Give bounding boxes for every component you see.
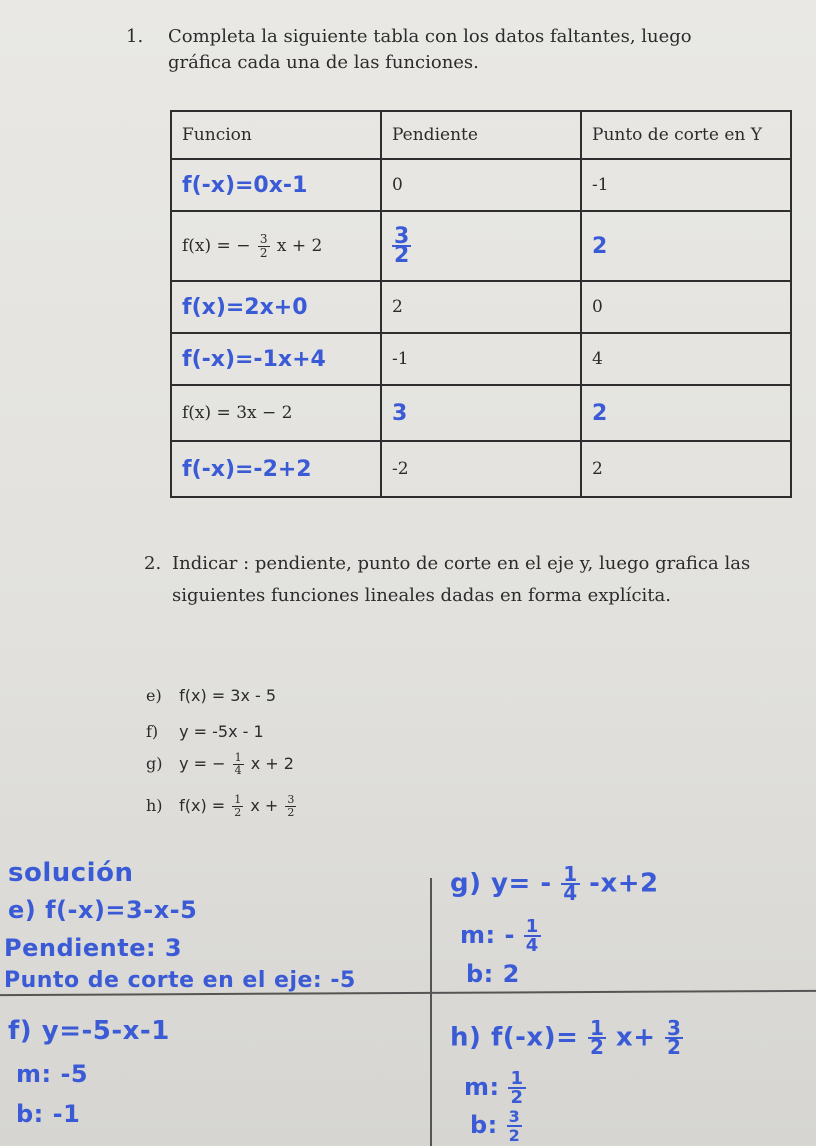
solution-e-corte: Punto de corte en el eje: -5 [4, 968, 356, 993]
solution-g-m-fraction [524, 918, 541, 954]
item-e-expression: f(x) = 3x - 5 [179, 686, 277, 705]
fraction-numerator: 3 [287, 793, 295, 806]
question-1-text: Completa la siguiente tabla con los datos faltantes, luego gráfica cada una de las funciones. [168, 26, 692, 73]
solution-g-line [450, 862, 659, 905]
cell-pendiente: 2 [381, 281, 581, 333]
solution-h-b-prefix: b: [470, 1111, 498, 1139]
header-pendiente: Pendiente [381, 111, 581, 159]
fraction-numerator: 3 [259, 231, 268, 246]
funcion-prefix: f(x) = − [182, 235, 251, 256]
table-row [171, 281, 791, 333]
solution-f-line: f) y=-5-x-1 [8, 1016, 170, 1046]
cell-funcion: f(x)=2x+0 [171, 281, 381, 333]
item-h-fraction-2 [285, 794, 296, 819]
table-row [171, 159, 791, 211]
solution-divider-vertical [430, 878, 432, 1146]
fraction-denominator: 2 [667, 1035, 682, 1059]
solution-h-fraction-2 [665, 1016, 683, 1059]
cell-funcion: f(-x)=0x-1 [171, 159, 381, 211]
cell-funcion: f(x) = 3x − 2 [171, 385, 381, 441]
fraction-numerator: 1 [510, 1068, 524, 1089]
fraction-denominator: 4 [234, 764, 242, 777]
cell-corte: 0 [581, 281, 791, 333]
item-f [146, 722, 264, 741]
item-g-fraction [233, 752, 244, 777]
item-g-label: g) [146, 754, 163, 773]
cell-corte: -1 [581, 159, 791, 211]
solution-g-m [460, 918, 541, 954]
solution-h-m-fraction [508, 1070, 525, 1106]
item-e [146, 686, 276, 705]
item-g-prefix: y = − [179, 754, 226, 773]
fraction-denominator: 2 [510, 1087, 524, 1108]
functions-table [170, 110, 792, 498]
solution-g-b: b: 2 [466, 960, 520, 988]
item-h-fraction-1 [232, 794, 243, 819]
cell-funcion: f(-x)=-2+2 [171, 441, 381, 497]
solution-h-prefix: h) f(-x)= [450, 1022, 579, 1053]
cell-pendiente: -2 [381, 441, 581, 497]
solution-g-prefix: g) y= - [450, 868, 552, 899]
solution-e-line: e) f(-x)=3-x-5 [8, 896, 198, 924]
cell-corte: 2 [581, 211, 791, 281]
table-row [171, 333, 791, 385]
header-funcion: Funcion [171, 111, 381, 159]
solution-f-b: b: -1 [16, 1100, 81, 1128]
solution-g-m-prefix: m: - [460, 921, 515, 949]
solution-h-b-fraction [507, 1108, 523, 1144]
solution-h-line [450, 1016, 683, 1059]
fraction-denominator: 2 [234, 806, 242, 819]
cell-pendiente: -1 [381, 333, 581, 385]
cell-funcion [171, 211, 381, 281]
fraction-numerator: 3 [667, 1016, 682, 1040]
funcion-suffix: x + 2 [276, 235, 323, 256]
question-1-number: 1. [126, 26, 144, 47]
solution-h-m-prefix: m: [464, 1073, 500, 1101]
header-corte: Punto de corte en Y [581, 111, 791, 159]
fraction-denominator: 2 [508, 1126, 521, 1145]
solution-h-mid: x+ [615, 1022, 656, 1053]
cell-corte: 2 [581, 385, 791, 441]
cell-pendiente: 0 [381, 159, 581, 211]
solution-h-fraction-1 [588, 1016, 606, 1059]
fraction-denominator: 2 [394, 243, 410, 268]
cell-pendiente: 3 [381, 385, 581, 441]
solution-title: solución [8, 858, 134, 888]
table-row [171, 385, 791, 441]
cell-corte: 4 [581, 333, 791, 385]
question-2 [144, 548, 784, 612]
fraction-denominator: 4 [525, 935, 539, 956]
fraction-numerator: 1 [525, 916, 539, 937]
cell-pendiente [381, 211, 581, 281]
solution-h-b [470, 1108, 522, 1144]
solution-g-fraction [561, 862, 579, 905]
funcion-fraction [258, 233, 270, 260]
fraction-numerator: 3 [394, 224, 410, 249]
fraction-numerator: 1 [563, 862, 578, 886]
cell-corte: 2 [581, 441, 791, 497]
cell-funcion: f(-x)=-1x+4 [171, 333, 381, 385]
item-h [146, 794, 298, 819]
solution-h-m [464, 1070, 526, 1106]
fraction-numerator: 3 [508, 1107, 521, 1126]
fraction-denominator: 4 [563, 881, 578, 905]
fraction-numerator: 1 [234, 793, 242, 806]
question-2-text: Indicar : pendiente, punto de corte en el eje y, luego grafica las siguientes funciones lineales dadas en forma explícita. [172, 553, 751, 606]
fraction-denominator: 2 [287, 806, 295, 819]
table-header-row [171, 111, 791, 159]
item-e-label: e) [146, 686, 162, 705]
item-h-label: h) [146, 796, 163, 815]
question-1 [126, 24, 746, 76]
fraction-denominator: 2 [259, 245, 268, 260]
item-g [146, 752, 294, 777]
item-g-suffix: x + 2 [250, 754, 294, 773]
question-2-number: 2. [144, 553, 162, 574]
fraction-numerator: 1 [589, 1016, 605, 1040]
item-f-expression: y = -5x - 1 [179, 722, 264, 741]
table-row [171, 441, 791, 497]
solution-f-m: m: -5 [16, 1060, 89, 1088]
item-f-label: f) [146, 722, 159, 741]
pendiente-fraction [392, 224, 411, 268]
fraction-denominator: 2 [589, 1035, 605, 1059]
table-row [171, 211, 791, 281]
item-h-prefix: f(x) = [179, 796, 226, 815]
fraction-numerator: 1 [234, 751, 242, 764]
item-h-mid: x + [250, 796, 279, 815]
solution-e-pendiente: Pendiente: 3 [4, 934, 183, 962]
solution-g-suffix: -x+2 [589, 868, 659, 899]
